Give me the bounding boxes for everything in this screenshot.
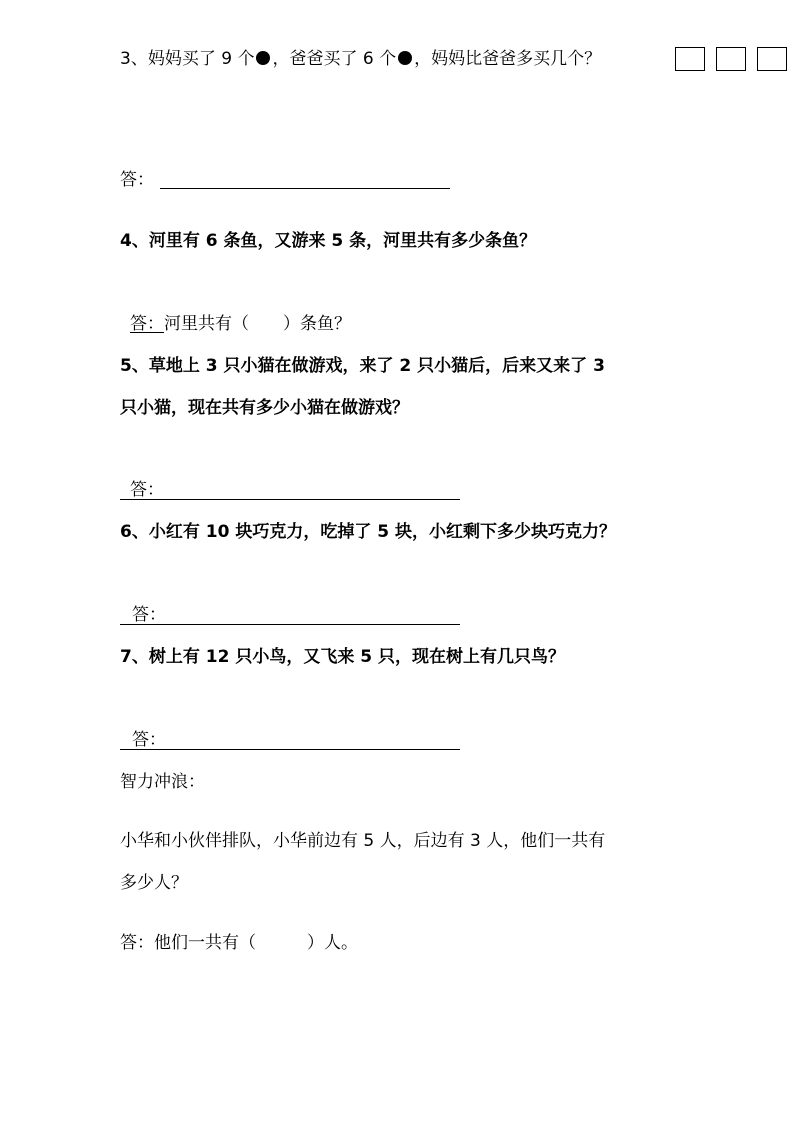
question-4: 4、河里有 6 条鱼，又游来 5 条，河里共有多少条鱼？ [120, 231, 537, 251]
bonus-heading: 智力冲浪： [120, 772, 205, 792]
answer-box-3[interactable] [757, 47, 787, 71]
question-5-line-1: 5、草地上 3 只小猫在做游戏，来了 2 只小猫后，后来又来了 3 [120, 356, 605, 376]
question-7: 7、树上有 12 只小鸟，又飞来 5 只，现在树上有几只鸟？ [120, 647, 565, 667]
ball-icon [256, 51, 270, 65]
question-3 [120, 47, 601, 71]
bonus-question-line-2: 多少人？ [120, 873, 188, 893]
q3-answer-label: 答： [120, 170, 154, 190]
q6-answer-line[interactable] [120, 624, 460, 625]
question-6: 6、小红有 10 块巧克力，吃掉了 5 块，小红剩下多少块巧克力？ [120, 522, 616, 542]
q7-answer-line[interactable] [120, 749, 460, 750]
q4-answer [120, 312, 351, 336]
q5-answer-label: 答： [130, 480, 164, 500]
question-5-line-2: 只小猫，现在共有多少小猫在做游戏？ [120, 398, 409, 418]
q3-answer-line[interactable] [160, 188, 450, 189]
bonus-question-line-1: 小华和小伙伴排队，小华前边有 5 人，后边有 3 人，他们一共有 [120, 831, 606, 851]
q5-answer-line[interactable] [120, 499, 460, 500]
q6-answer-label: 答： [132, 605, 166, 625]
q7-answer-label: 答： [132, 730, 166, 750]
q3-text-part1: 3、妈妈买了 9 个 [120, 49, 255, 69]
q4-answer-label: 答： [130, 314, 164, 334]
bonus-answer: 答：他们一共有（ ）人。 [120, 933, 358, 953]
answer-box-1[interactable] [675, 47, 705, 71]
q3-text-part3: ，妈妈比爸爸多买几个？ [414, 49, 602, 69]
q3-text-part2: ，爸爸买了 6 个 [272, 49, 397, 69]
q4-answer-text: 河里共有（ ）条鱼？ [164, 314, 351, 334]
answer-box-2[interactable] [716, 47, 746, 71]
ball-icon [398, 51, 412, 65]
